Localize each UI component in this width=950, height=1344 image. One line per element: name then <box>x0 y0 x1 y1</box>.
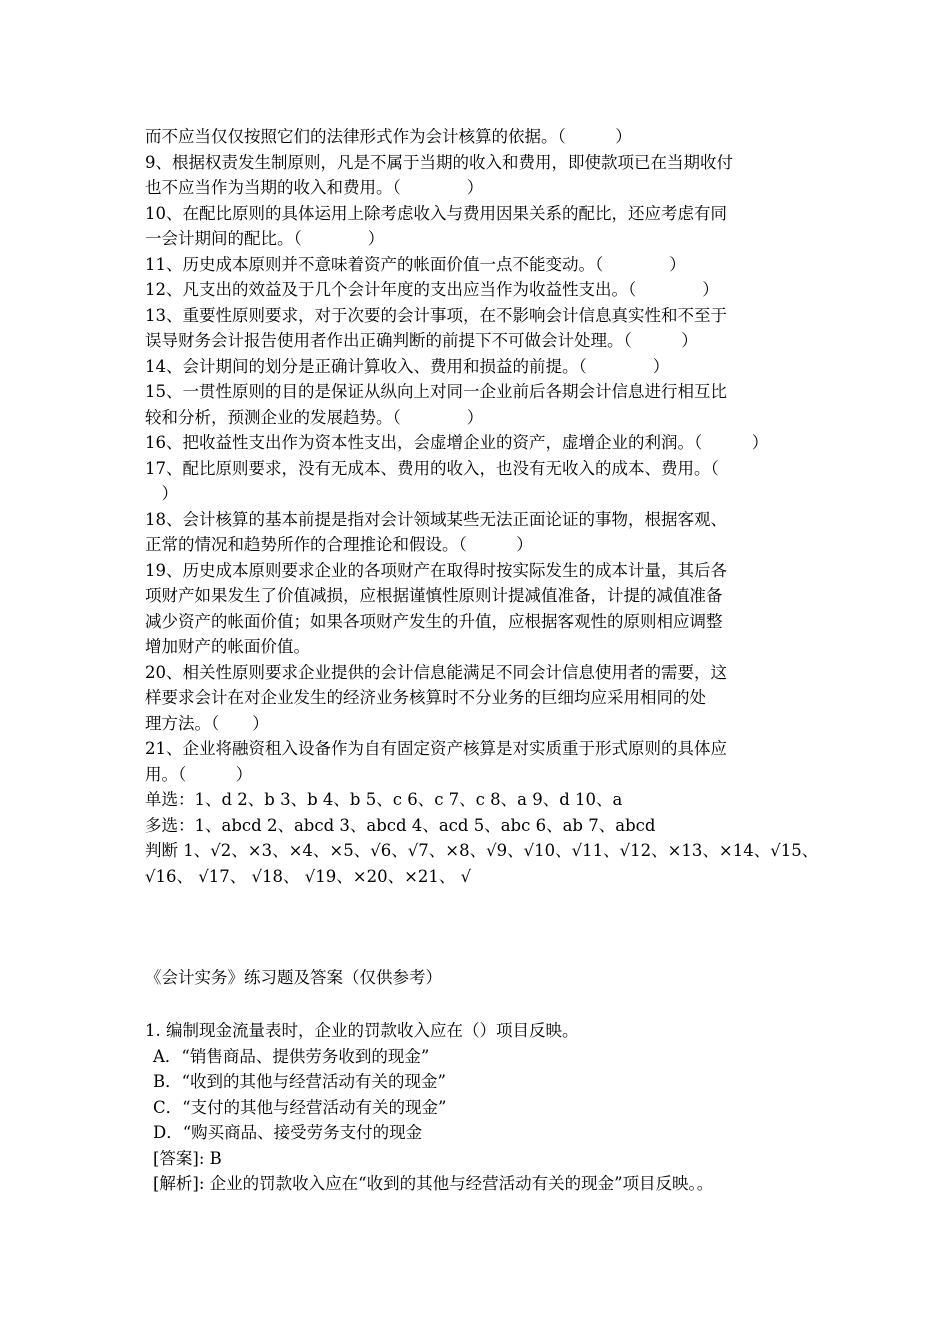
text-line: 误导财务会计报告使用者作出正确判断的前提下不可做会计处理。（ ） <box>145 331 698 350</box>
text-line: 16、把收益性支出作为资本性支出，会虚增企业的资产，虚增企业的利润。（ ） <box>145 433 769 452</box>
text-line: 11、历史成本原则并不意味着资产的帐面价值一点不能变动。（ ） <box>145 254 686 274</box>
text-line: 项财产如果发生了价值减损，应根据谨慎性原则计提减值准备，计提的减值准备 <box>145 586 723 605</box>
text-line: 14、会计期间的划分是正确计算收入、费用和损益的前提。（ ） <box>145 356 670 376</box>
section-title: 《会计实务》练习题及答案（仅供参考） <box>145 968 442 987</box>
text-line: 17、配比原则要求，没有无成本、费用的收入，也没有无收入的成本、费用。（ <box>145 458 719 478</box>
text-line: 正常的情况和趋势所作的合理推论和假设。（ ） <box>145 535 533 554</box>
judgment-questions-section <box>145 124 817 889</box>
section-title-block <box>145 965 817 991</box>
text-line: 13、重要性原则要求，对于次要的会计事项，在不影响会计信息真实性和不至于 <box>145 305 727 325</box>
text-line: 9、根据权责发生制原则，凡是不属于当期的收入和费用，即使款项已在当期收付 <box>145 152 733 172</box>
multiple-choice-answers: 多选：1、abcd 2、abcd 3、abcd 4、acd 5、abc 6、ab 7、abcd <box>145 815 656 835</box>
text-line: 减少资产的帐面价值；如果各项财产发生的升值，应根据客观性的原则相应调整 <box>145 611 723 631</box>
text-line: 19、历史成本原则要求企业的各项财产在取得时按实际发生的成本计量，其后各 <box>145 560 727 580</box>
text-line: 21、企业将融资租入设备作为自有固定资产核算是对实质重于形式原则的具体应 <box>145 739 727 758</box>
option-a: A．“销售商品、提供劳务收到的现金” <box>153 1046 430 1066</box>
answer-line: [答案]: B <box>153 1148 222 1168</box>
option-c: C．“支付的其他与经营活动有关的现金” <box>153 1097 447 1117</box>
judgment-answers-continued: √16、 √17、 √18、 √19、×20、×21、 √ <box>145 866 472 886</box>
text-line: 理方法。（ ） <box>145 713 269 733</box>
text-line: 15、一贯性原则的目的是保证从纵向上对同一企业前后各期会计信息进行相互比 <box>145 382 727 401</box>
text-line: 10、在配比原则的具体运用上除考虑收入与费用因果关系的配比，还应考虑有同 <box>145 203 727 223</box>
analysis-line: [解析]: 企业的罚款收入应在“收到的其他与经营活动有关的现金”项目反映。。 <box>153 1174 714 1193</box>
text-line: 20、相关性原则要求企业提供的会计信息能满足不同会计信息使用者的需要，这 <box>145 662 727 682</box>
text-line: 增加财产的帐面价值。 <box>145 637 310 656</box>
judgment-answers: 判断 1、√2、×3、×4、×5、√6、√7、×8、√9、√10、√11、√12、×13、×14、√15、 <box>145 841 819 860</box>
option-b: B．“收到的其他与经营活动有关的现金” <box>153 1072 446 1091</box>
text-line: 一会计期间的配比。（ ） <box>145 229 385 248</box>
text-line: 12、凡支出的效益及于几个会计年度的支出应当作为收益性支出。（ ） <box>145 280 719 299</box>
option-d: D．“购买商品、接受劳务支付的现金 <box>153 1123 423 1142</box>
text-line: ） <box>145 484 178 503</box>
question-text: 1. 编制现金流量表时，企业的罚款收入应在（）项目反映。 <box>145 1021 579 1040</box>
text-line: 较和分析，预测企业的发展趋势。（ ） <box>145 407 484 427</box>
text-line: 而不应当仅仅按照它们的法律形式作为会计核算的依据。（ ） <box>145 127 632 146</box>
text-line: 用。（ ） <box>145 764 253 784</box>
text-line: 样要求会计在对企业发生的经济业务核算时不分业务的巨细均应采用相同的处 <box>145 688 706 707</box>
text-line: 18、会计核算的基本前提是指对会计领域某些无法正面论证的事物，根据客观、 <box>145 509 727 529</box>
text-line: 也不应当作为当期的收入和费用。（ ） <box>145 178 484 197</box>
practice-question <box>145 1018 817 1197</box>
single-choice-answers: 单选：1、d 2、b 3、b 4、b 5、c 6、c 7、c 8、a 9、d 10、a <box>145 790 623 809</box>
